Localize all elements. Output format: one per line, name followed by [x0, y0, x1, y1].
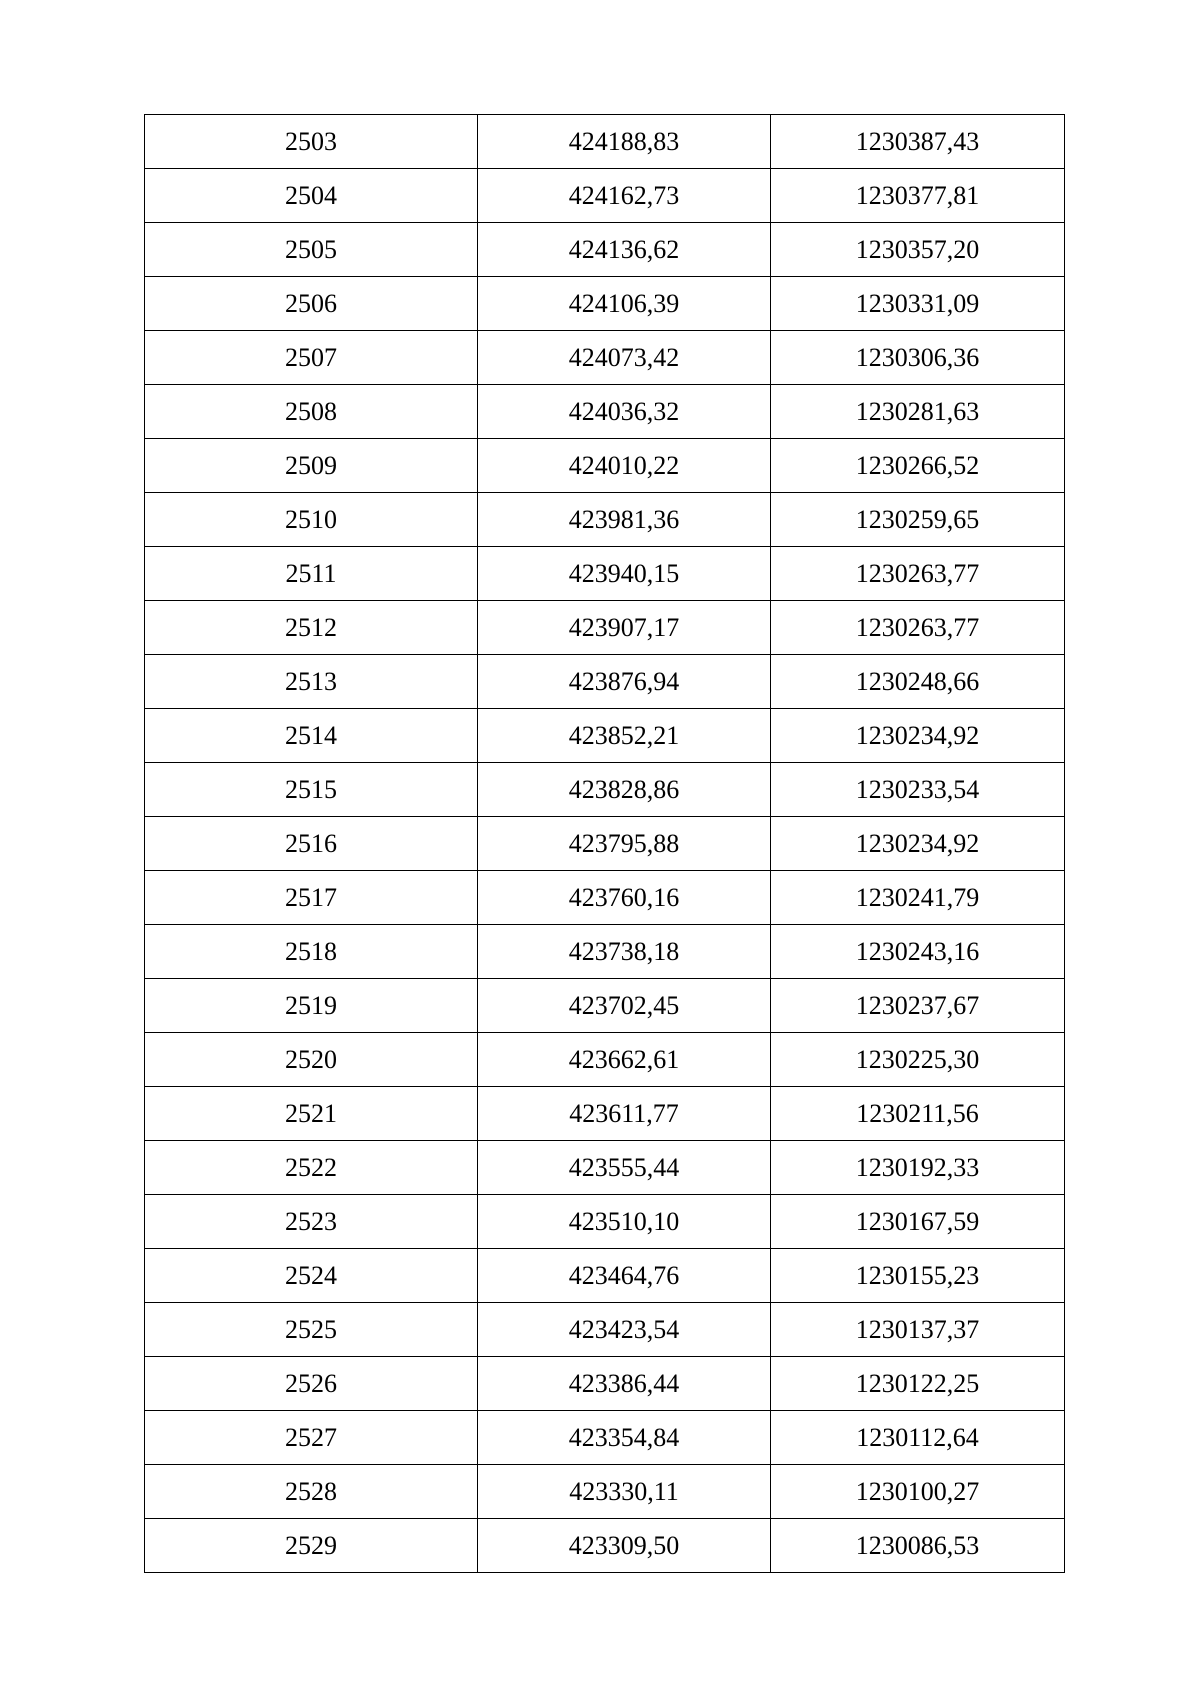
y-coordinate-cell: 1230357,20 — [771, 223, 1065, 277]
table-row — [145, 709, 1065, 763]
table-row — [145, 1195, 1065, 1249]
x-coordinate-cell: 423662,61 — [478, 1033, 771, 1087]
point-number-cell: 2521 — [145, 1087, 478, 1141]
point-number-cell: 2514 — [145, 709, 478, 763]
y-coordinate-cell: 1230122,25 — [771, 1357, 1065, 1411]
x-coordinate-cell: 423464,76 — [478, 1249, 771, 1303]
x-coordinate-cell: 424162,73 — [478, 169, 771, 223]
table-row — [145, 547, 1065, 601]
y-coordinate-cell: 1230112,64 — [771, 1411, 1065, 1465]
point-number-cell: 2522 — [145, 1141, 478, 1195]
x-coordinate-cell: 423386,44 — [478, 1357, 771, 1411]
point-number-cell: 2516 — [145, 817, 478, 871]
x-coordinate-cell: 423510,10 — [478, 1195, 771, 1249]
point-number-cell: 2524 — [145, 1249, 478, 1303]
y-coordinate-cell: 1230263,77 — [771, 601, 1065, 655]
table-row — [145, 385, 1065, 439]
y-coordinate-cell: 1230233,54 — [771, 763, 1065, 817]
x-coordinate-cell: 423760,16 — [478, 871, 771, 925]
table-row — [145, 1303, 1065, 1357]
point-number-cell: 2503 — [145, 115, 478, 169]
table-row — [145, 763, 1065, 817]
x-coordinate-cell: 423611,77 — [478, 1087, 771, 1141]
y-coordinate-cell: 1230234,92 — [771, 817, 1065, 871]
y-coordinate-cell: 1230237,67 — [771, 979, 1065, 1033]
y-coordinate-cell: 1230086,53 — [771, 1519, 1065, 1573]
x-coordinate-cell: 424010,22 — [478, 439, 771, 493]
point-number-cell: 2511 — [145, 547, 478, 601]
point-number-cell: 2504 — [145, 169, 478, 223]
table-row — [145, 1357, 1065, 1411]
x-coordinate-cell: 423555,44 — [478, 1141, 771, 1195]
y-coordinate-cell: 1230331,09 — [771, 277, 1065, 331]
coordinates-table-body — [145, 115, 1065, 1573]
x-coordinate-cell: 423828,86 — [478, 763, 771, 817]
x-coordinate-cell: 423981,36 — [478, 493, 771, 547]
table-row — [145, 169, 1065, 223]
x-coordinate-cell: 424106,39 — [478, 277, 771, 331]
x-coordinate-cell: 423852,21 — [478, 709, 771, 763]
x-coordinate-cell: 423940,15 — [478, 547, 771, 601]
y-coordinate-cell: 1230137,37 — [771, 1303, 1065, 1357]
table-row — [145, 1033, 1065, 1087]
point-number-cell: 2523 — [145, 1195, 478, 1249]
point-number-cell: 2506 — [145, 277, 478, 331]
point-number-cell: 2512 — [145, 601, 478, 655]
x-coordinate-cell: 423309,50 — [478, 1519, 771, 1573]
point-number-cell: 2505 — [145, 223, 478, 277]
table-row — [145, 1411, 1065, 1465]
y-coordinate-cell: 1230211,56 — [771, 1087, 1065, 1141]
y-coordinate-cell: 1230281,63 — [771, 385, 1065, 439]
point-number-cell: 2510 — [145, 493, 478, 547]
point-number-cell: 2507 — [145, 331, 478, 385]
table-row — [145, 655, 1065, 709]
table-row — [145, 1141, 1065, 1195]
table-row — [145, 1519, 1065, 1573]
y-coordinate-cell: 1230243,16 — [771, 925, 1065, 979]
table-row — [145, 979, 1065, 1033]
point-number-cell: 2513 — [145, 655, 478, 709]
y-coordinate-cell: 1230266,52 — [771, 439, 1065, 493]
point-number-cell: 2518 — [145, 925, 478, 979]
point-number-cell: 2529 — [145, 1519, 478, 1573]
table-row — [145, 1087, 1065, 1141]
y-coordinate-cell: 1230241,79 — [771, 871, 1065, 925]
table-row — [145, 817, 1065, 871]
y-coordinate-cell: 1230259,65 — [771, 493, 1065, 547]
table-row — [145, 439, 1065, 493]
point-number-cell: 2515 — [145, 763, 478, 817]
x-coordinate-cell: 423738,18 — [478, 925, 771, 979]
point-number-cell: 2527 — [145, 1411, 478, 1465]
y-coordinate-cell: 1230234,92 — [771, 709, 1065, 763]
y-coordinate-cell: 1230248,66 — [771, 655, 1065, 709]
x-coordinate-cell: 424136,62 — [478, 223, 771, 277]
x-coordinate-cell: 423907,17 — [478, 601, 771, 655]
point-number-cell: 2519 — [145, 979, 478, 1033]
y-coordinate-cell: 1230263,77 — [771, 547, 1065, 601]
table-row — [145, 115, 1065, 169]
table-row — [145, 601, 1065, 655]
y-coordinate-cell: 1230192,33 — [771, 1141, 1065, 1195]
x-coordinate-cell: 424188,83 — [478, 115, 771, 169]
x-coordinate-cell: 423876,94 — [478, 655, 771, 709]
point-number-cell: 2526 — [145, 1357, 478, 1411]
x-coordinate-cell: 423795,88 — [478, 817, 771, 871]
y-coordinate-cell: 1230377,81 — [771, 169, 1065, 223]
x-coordinate-cell: 423423,54 — [478, 1303, 771, 1357]
point-number-cell: 2517 — [145, 871, 478, 925]
y-coordinate-cell: 1230155,23 — [771, 1249, 1065, 1303]
table-row — [145, 1249, 1065, 1303]
x-coordinate-cell: 424073,42 — [478, 331, 771, 385]
x-coordinate-cell: 423330,11 — [478, 1465, 771, 1519]
y-coordinate-cell: 1230100,27 — [771, 1465, 1065, 1519]
x-coordinate-cell: 423702,45 — [478, 979, 771, 1033]
point-number-cell: 2509 — [145, 439, 478, 493]
y-coordinate-cell: 1230306,36 — [771, 331, 1065, 385]
table-row — [145, 925, 1065, 979]
y-coordinate-cell: 1230167,59 — [771, 1195, 1065, 1249]
y-coordinate-cell: 1230387,43 — [771, 115, 1065, 169]
coordinates-table — [144, 114, 1065, 1573]
table-row — [145, 331, 1065, 385]
point-number-cell: 2525 — [145, 1303, 478, 1357]
y-coordinate-cell: 1230225,30 — [771, 1033, 1065, 1087]
point-number-cell: 2508 — [145, 385, 478, 439]
point-number-cell: 2520 — [145, 1033, 478, 1087]
x-coordinate-cell: 424036,32 — [478, 385, 771, 439]
table-row — [145, 223, 1065, 277]
table-row — [145, 493, 1065, 547]
point-number-cell: 2528 — [145, 1465, 478, 1519]
table-row — [145, 871, 1065, 925]
table-row — [145, 1465, 1065, 1519]
x-coordinate-cell: 423354,84 — [478, 1411, 771, 1465]
table-row — [145, 277, 1065, 331]
